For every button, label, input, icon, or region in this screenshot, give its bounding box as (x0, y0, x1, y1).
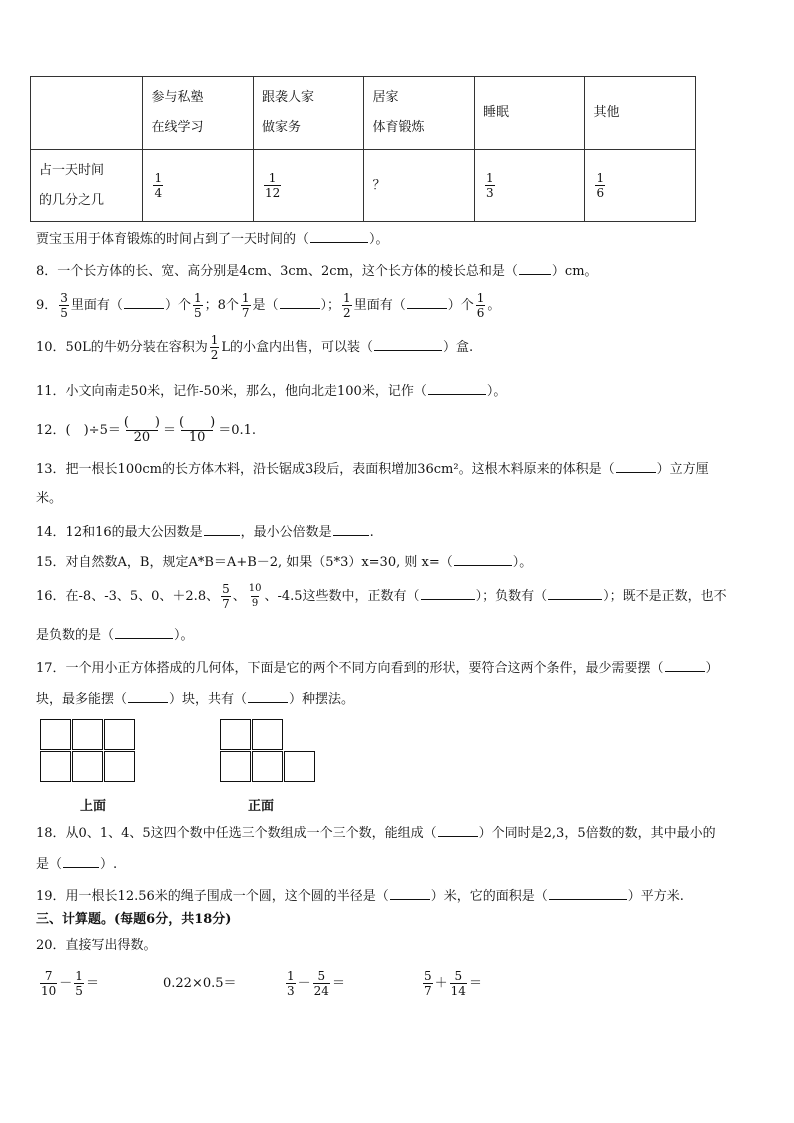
q7-tail: 贾宝玉用于体育锻炼的时间占到了一天时间的（ ）。 (36, 229, 389, 249)
question-15: 15．对自然数A，B，规定A*B＝A+B－2, 如果（5*3）x=30, 则 x=（ ）。 (36, 552, 532, 572)
calc-item-2: 0.22×0.5＝ (163, 976, 237, 991)
question-18-line1: 18．从0、1、4、5这四个数中任选三个数组成一个三个数，能组成（ ）个同时是2,3，5倍数的数，其中最小的 (36, 823, 716, 843)
question-13-line1: 13．把一根长100cm的长方体木料，沿长锯成3段后，表面积增加36cm²。这根木料原来的体积是（ ）立方厘 (36, 459, 709, 479)
question-12: 12．( )÷5＝ $\frac{( )}{20}$ ＝ $\frac{( )}{10}$ ＝0.1. (36, 415, 256, 445)
row-label-line1: 占一天时间 (39, 162, 105, 178)
table-header-housework (253, 77, 364, 150)
calc-item-4: $\frac{5}{7}$ ＋ $\frac{5}{14}$ ＝ (424, 969, 482, 998)
table-cell: $\frac{1}{3}$ (474, 150, 584, 222)
table-header-text: 居家 (372, 90, 399, 105)
question-14: 14．12和16的最大公因数是 ，最小公倍数是 . (36, 522, 374, 542)
question-16-line2: 是负数的是（ ）。 (36, 625, 194, 645)
table-cell: $\frac{1}{12}$ (253, 150, 364, 222)
question-18-line2: 是（ ）. (36, 854, 117, 874)
question-11: 11．小文向南走50米，记作-50米，那么，他向北走100米，记作（ ）。 (36, 381, 506, 401)
calc-item-3: $\frac{1}{3}$ － $\frac{5}{24}$ ＝ (287, 969, 345, 998)
table-header-text: 参与私塾 (151, 90, 204, 105)
table-header-text: 其他 (593, 105, 620, 120)
front-view-label: 正面 (248, 799, 275, 814)
table-header-study (143, 77, 253, 150)
table-header-sleep (474, 77, 584, 150)
question-10: 10．50L的牛奶分装在容积为 $\frac{1}{2}$ L的小盒内出售，可以装（ ）盒. (36, 333, 474, 362)
table-header-empty (31, 77, 143, 150)
table-cell: $\frac{1}{4}$ (143, 150, 253, 222)
question-13-line2: 米。 (36, 491, 63, 506)
table-cell: $\frac{1}{6}$ (585, 150, 696, 222)
section-3-heading: 三、计算题。(每题6分，共18分) (36, 912, 232, 927)
question-8: 8．一个长方体的长、宽、高分别是4cm、3cm、2cm，这个长方体的棱长总和是（ ）cm。 (36, 261, 598, 281)
question-16-line1: 16．在-8、-3、5、0、＋2.8、 $\frac{5}{7}$ 、 $\frac{10}{9}$ 、-4.5这些数中，正数有（ ）；负数有（ ）；既不是正数，也不 (36, 582, 727, 611)
time-table (30, 76, 696, 222)
question-17-line1: 17．一个用小正方体搭成的几何体，下面是它的两个不同方向看到的形状，要符合这两个条件，最少需要摆（ ） (36, 658, 719, 678)
row-label-line2: 的几分之几 (39, 192, 105, 208)
table-header-other (585, 77, 696, 150)
table-header-text: 做家务 (261, 120, 301, 135)
question-20: 20．直接写出得数。 (36, 938, 157, 953)
table-header-text: 睡眠 (482, 105, 509, 120)
table-header-text: 跟袭人家 (261, 90, 314, 105)
question-19: 19．用一根长12.56米的绳子围成一个圆，这个圆的半径是（ ）米，它的面积是（ ）平方米. (36, 886, 684, 906)
question-17-line2: 块，最多能摆（ ）块，共有（ ）种摆法。 (36, 689, 354, 709)
question-9: 9． $\frac{3}{5}$ 里面有（ ）个 $\frac{1}{5}$ ；8个 $\frac{1}{7}$ 是（ ）； $\frac{1}{2}$ 里面有（ ）个 $\frac{1}{6}$ 。 (36, 291, 501, 320)
table-header-text: 体育锻炼 (372, 120, 425, 135)
table-cell: ？ (364, 150, 474, 222)
table-row-label (31, 150, 143, 222)
calc-item-1: $\frac{7}{10}$ － $\frac{1}{5}$ ＝ (41, 969, 99, 998)
table-header-exercise (364, 77, 474, 150)
top-view-label: 上面 (80, 799, 107, 814)
table-header-text: 在线学习 (151, 120, 204, 135)
